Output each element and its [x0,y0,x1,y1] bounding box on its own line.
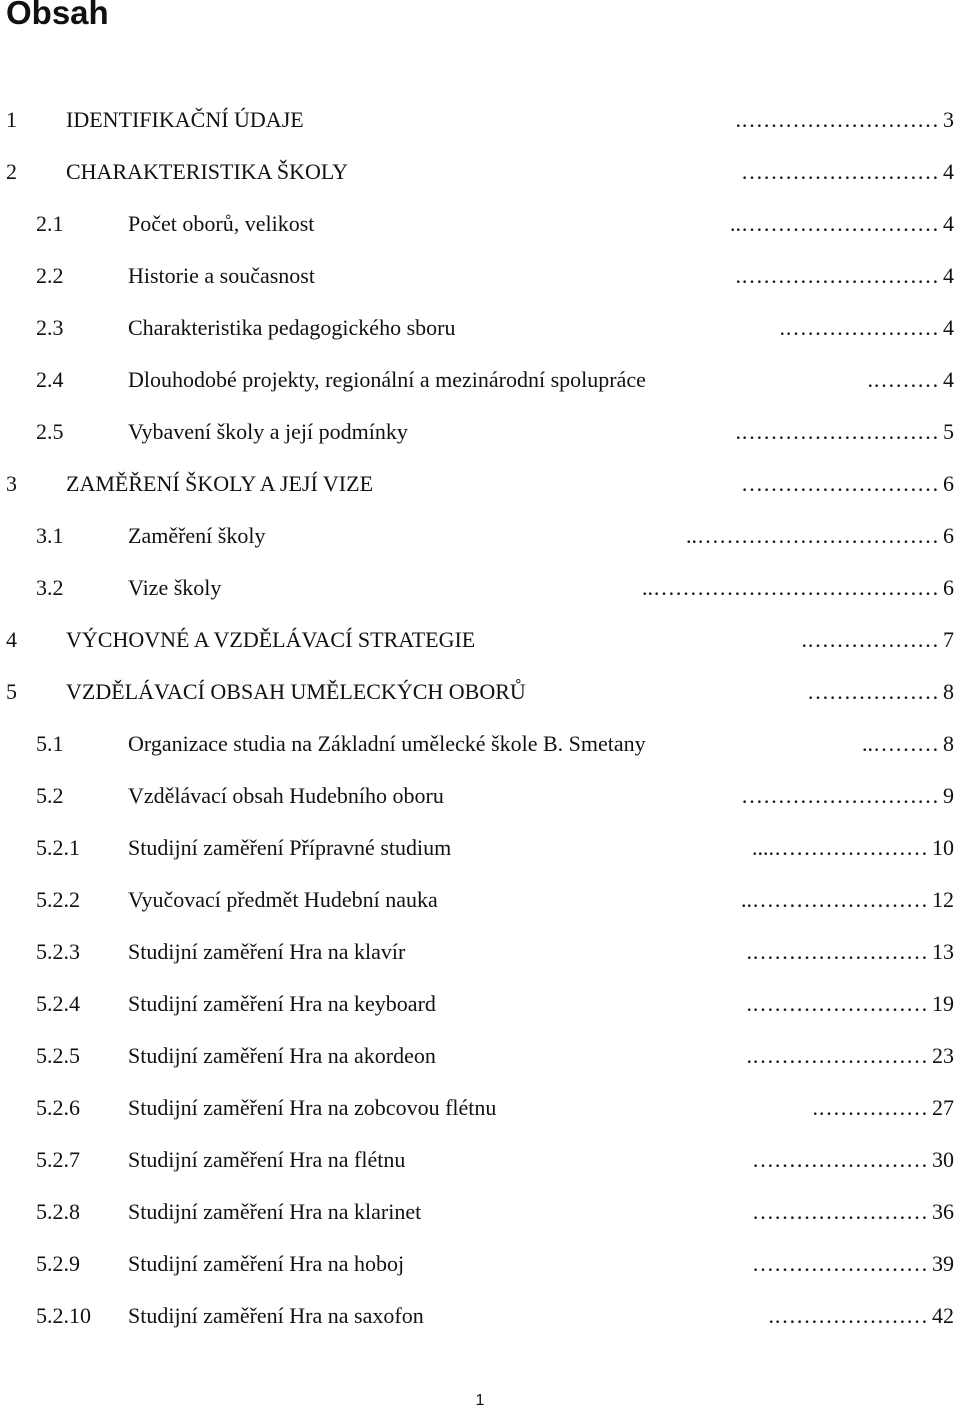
toc-entry-leader: ……………………. [746,1043,928,1068]
toc-entry[interactable] [0,666,960,718]
toc-entry-leader: ………………………. [735,419,939,444]
toc-entry-title: Studijní zaměření Hra na keyboard [128,991,436,1016]
toc-entry-page: 5 [943,419,954,444]
toc-entry-leader: ………. [867,367,939,392]
toc-entry-number: 2.1 [36,211,64,236]
toc-entry-page: 27 [932,1095,954,1120]
toc-entry[interactable] [0,1238,960,1290]
toc-entry-page: 4 [943,159,954,184]
toc-entry-leader: ……………………. [746,991,928,1016]
toc-entry-number: 2.5 [36,419,64,444]
toc-entry-title: Počet oborů, velikost [128,211,315,236]
toc-entry-title: Dlouhodobé projekty, regionální a mezinárodní spolupráce [128,367,646,392]
toc-entry-number: 5.2.8 [36,1199,80,1224]
toc-entry[interactable] [0,718,960,770]
toc-entry-number: 5.2.5 [36,1043,80,1068]
toc-entry-title: Vyučovací předmět Hudební nauka [128,887,438,912]
toc-entry[interactable] [0,302,960,354]
toc-entry[interactable] [0,562,960,614]
toc-entry-number: 4 [6,627,17,652]
toc-entry-leader: …………………. [779,315,939,340]
toc-entry-title: IDENTIFIKAČNÍ ÚDAJE [66,107,304,132]
toc-entry-number: 5.2.1 [36,835,80,860]
toc-entry-number: 2 [6,159,17,184]
toc-entry[interactable] [0,94,960,146]
toc-entry-page: 10 [932,835,954,860]
toc-entry[interactable] [0,874,960,926]
toc-entry[interactable] [0,978,960,1030]
toc-entry[interactable] [0,354,960,406]
toc-entry-leader: ……………………… [741,471,939,496]
toc-entry-page: 6 [943,523,954,548]
toc-entry-page: 8 [943,731,954,756]
toc-entry[interactable] [0,1082,960,1134]
toc-entry-leader: …………………. [768,1303,928,1328]
toc-entry[interactable] [0,510,960,562]
toc-entry[interactable] [0,1290,960,1342]
toc-entry-page: 4 [943,315,954,340]
toc-entry-page: 19 [932,991,954,1016]
toc-entry-title: Zaměření školy [128,523,266,548]
toc-entry-page: 30 [932,1147,954,1172]
toc-entry-title: Studijní zaměření Přípravné studium [128,835,452,860]
toc-entry-leader: ………………………. [735,263,939,288]
toc-entry-leader: ……….. [862,731,939,756]
toc-entry-page: 12 [932,887,954,912]
toc-entry-page: 23 [932,1043,954,1068]
toc-entry-title: Historie a současnost [128,263,315,288]
toc-entry-page: 6 [943,471,954,496]
toc-entry[interactable] [0,146,960,198]
toc-entry-number: 5.2.3 [36,939,80,964]
toc-entry-title: Studijní zaměření Hra na flétnu [128,1147,406,1172]
toc-entry[interactable] [0,770,960,822]
toc-entry-leader: …………………… [752,1199,928,1224]
toc-entry[interactable] [0,1186,960,1238]
toc-entry[interactable] [0,1134,960,1186]
toc-entry-number: 3.1 [36,523,64,548]
toc-entry-title: Vize školy [128,575,222,600]
toc-entry[interactable] [0,926,960,978]
toc-entry[interactable] [0,406,960,458]
toc-entry-title: Studijní zaměření Hra na klavír [128,939,406,964]
toc-entry-title: VZDĚLÁVACÍ OBSAH UMĚLECKÝCH OBORŮ [66,679,526,704]
toc-entry-title: ZAMĚŘENÍ ŠKOLY A JEJÍ VIZE [66,471,374,496]
toc-entry-number: 5.2.7 [36,1147,80,1172]
toc-entry-title: Charakteristika pedagogického sboru [128,315,456,340]
toc-entry[interactable] [0,614,960,666]
toc-entry-leader: ……………………. [746,939,928,964]
toc-entry-number: 5.2.2 [36,887,80,912]
toc-entry-page: 8 [943,679,954,704]
toc-entry-page: 4 [943,367,954,392]
toc-entry-title: Studijní zaměření Hra na zobcovou flétnu [128,1095,497,1120]
toc-entry-leader: ……………. [812,1095,928,1120]
toc-entry[interactable] [0,1030,960,1082]
toc-entry-leader: ……………… [807,679,939,704]
toc-entry-leader: …………………… [752,1251,928,1276]
toc-entry-title: Studijní zaměření Hra na saxofon [128,1303,424,1328]
toc-entry-title: CHARAKTERISTIKA ŠKOLY [66,159,348,184]
toc-entry-leader: ……………………….. [730,211,939,236]
toc-entry-number: 2.3 [36,315,64,340]
toc-entry-leader: ………………………. [735,107,939,132]
toc-entry-leader: …………………….. [741,887,928,912]
toc-entry-number: 1 [6,107,17,132]
footer-page-number: 1 [475,1392,485,1409]
page-title: Obsah [6,0,109,31]
toc-entry-number: 5.1 [36,731,64,756]
toc-entry-page: 4 [943,211,954,236]
toc-entry[interactable] [0,822,960,874]
toc-entry-title: Studijní zaměření Hra na hoboj [128,1251,405,1276]
toc-entry-leader: …………………… [752,1147,928,1172]
toc-entry-page: 42 [932,1303,954,1328]
toc-entry-title: Vybavení školy a její podmínky [128,419,408,444]
toc-entry-leader: ……………………… [741,159,939,184]
toc-entry-number: 2.2 [36,263,64,288]
toc-entry-number: 5.2.10 [36,1303,91,1328]
toc-entry-title: Studijní zaměření Hra na akordeon [128,1043,436,1068]
toc-entry-page: 13 [932,939,954,964]
toc-entry-leader: ……………………… [741,783,939,808]
toc-entry-page: 3 [943,107,954,132]
toc-entry[interactable] [0,458,960,510]
toc-entry-title: Studijní zaměření Hra na klarinet [128,1199,422,1224]
toc-entry-number: 3.2 [36,575,64,600]
table-of-contents [0,94,960,1342]
toc-entry[interactable] [0,250,960,302]
toc-entry-leader: ………………. [801,627,939,652]
toc-entry-page: 36 [932,1199,954,1224]
toc-entry-title: Vzdělávací obsah Hudebního oboru [128,783,444,808]
toc-entry-number: 5.2.6 [36,1095,80,1120]
toc-entry-page: 4 [943,263,954,288]
toc-entry-leader: ………………….... [752,835,928,860]
toc-entry-number: 2.4 [36,367,64,392]
toc-entry-number: 5.2 [36,783,64,808]
toc-entry-title: VÝCHOVNÉ A VZDĚLÁVACÍ STRATEGIE [66,627,476,652]
toc-entry[interactable] [0,198,960,250]
toc-entry-page: 9 [943,783,954,808]
toc-entry-title: Organizace studia na Základní umělecké škole B. Smetany [128,731,646,756]
toc-entry-number: 5.2.4 [36,991,80,1016]
toc-entry-leader: …………………………….. [686,523,939,548]
toc-entry-leader: ………………………………….. [642,575,939,600]
toc-entry-number: 3 [6,471,17,496]
toc-entry-page: 6 [943,575,954,600]
toc-entry-page: 39 [932,1251,954,1276]
toc-entry-number: 5.2.9 [36,1251,80,1276]
toc-entry-page: 7 [943,627,954,652]
toc-entry-number: 5 [6,679,17,704]
